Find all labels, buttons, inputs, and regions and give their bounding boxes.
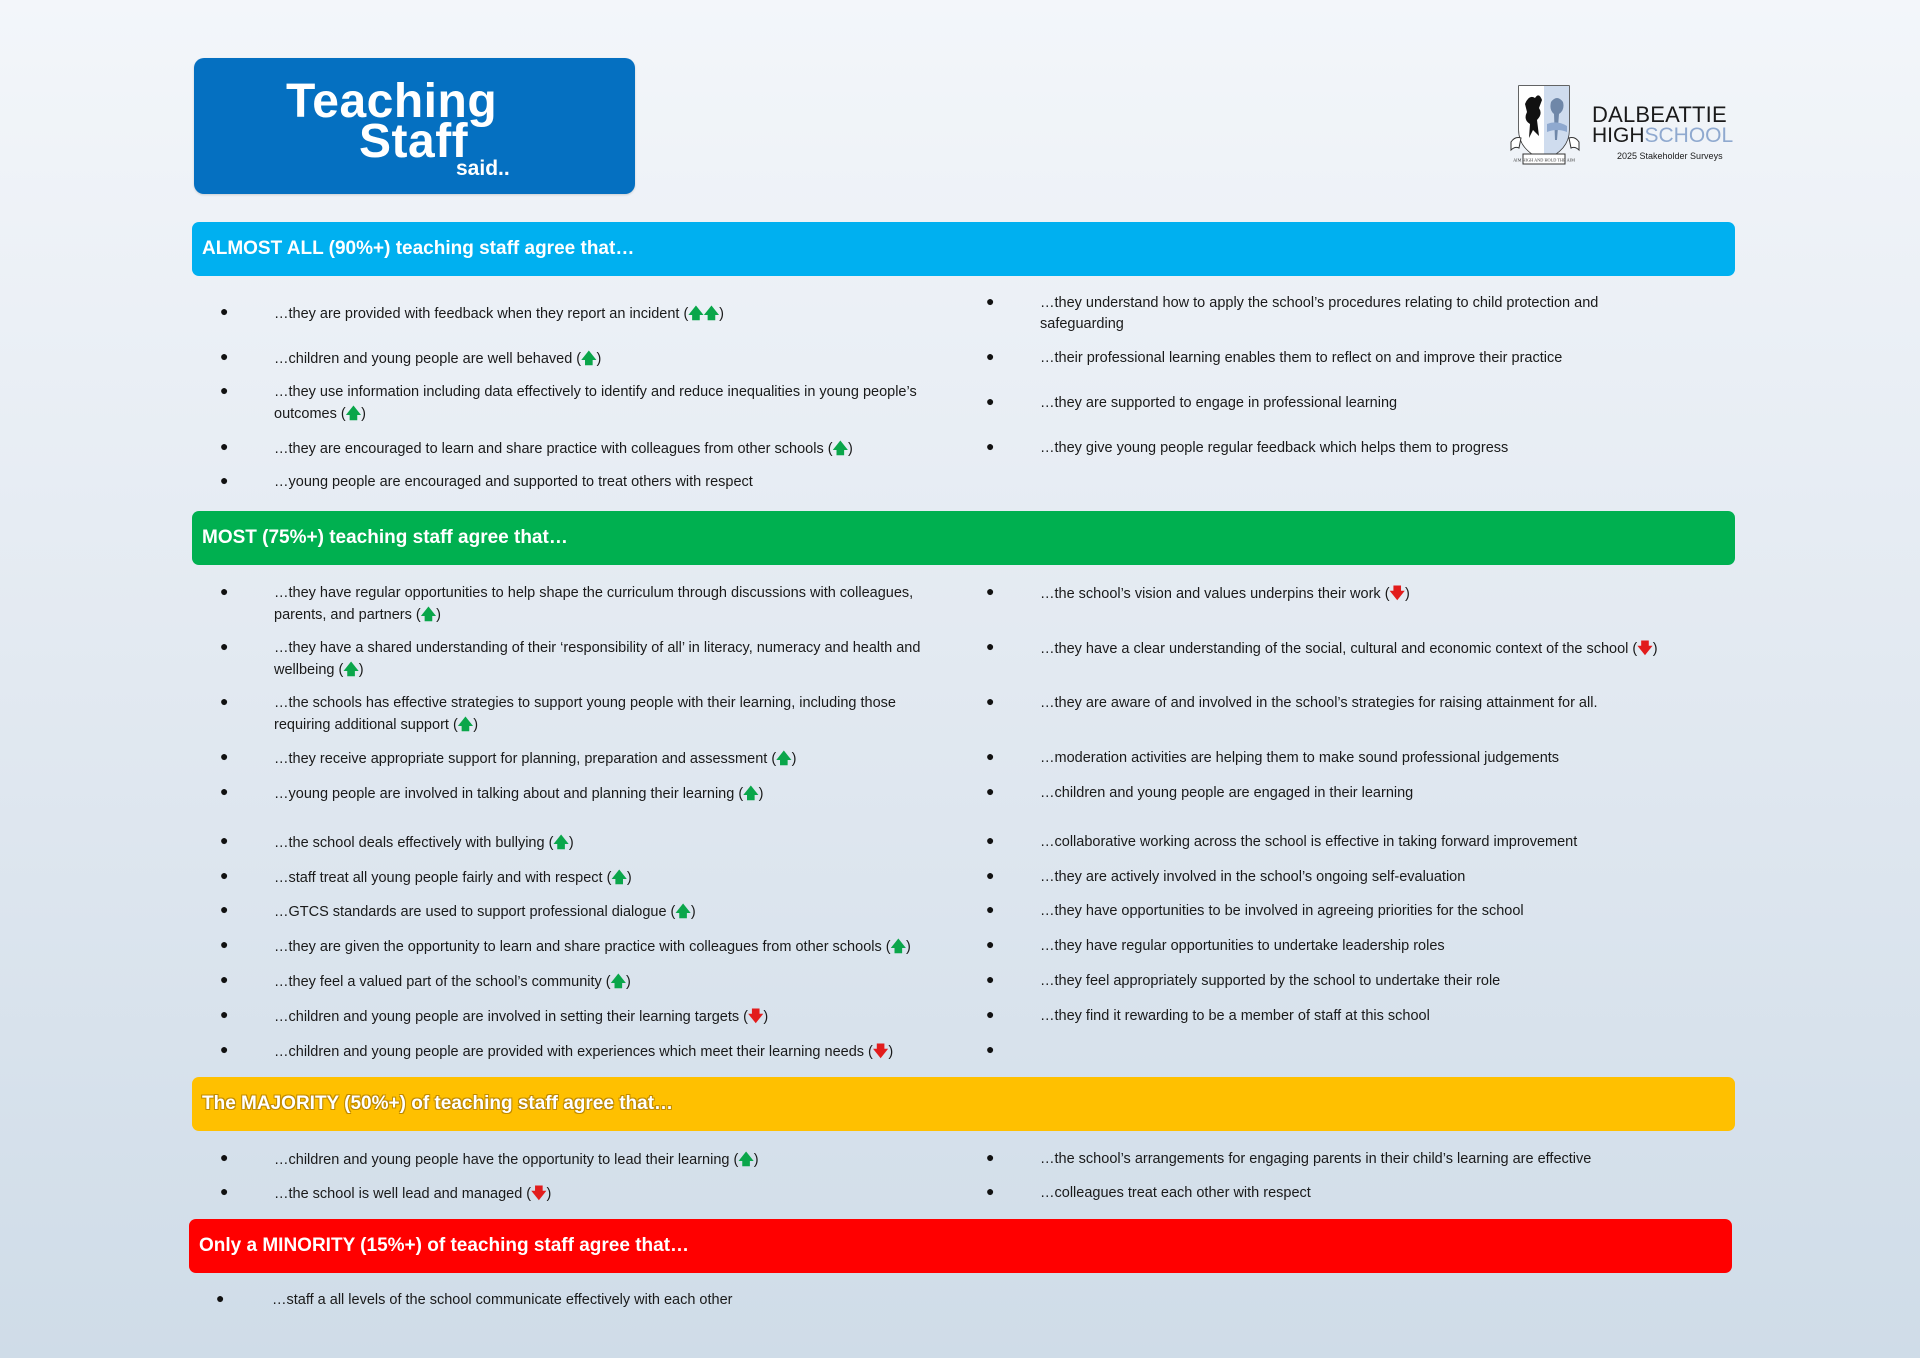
statement-item — [1040, 693, 1740, 714]
statement-text: …staff treat all young people fairly and with respect ( — [274, 870, 612, 886]
statement-close: ) — [358, 662, 364, 678]
statement-close: ) — [888, 1044, 894, 1060]
statement-item — [274, 936, 974, 958]
title-staff: Staff — [359, 115, 469, 168]
statement-text: …colleagues treat each other with respect — [1040, 1185, 1311, 1201]
statement-item — [274, 867, 974, 889]
arrow-up-icon: 🡅 — [890, 938, 907, 955]
bullet-icon: ● — [986, 1041, 995, 1057]
statement-item — [1040, 783, 1740, 804]
statement-item — [274, 638, 974, 681]
statement-close: ) — [719, 306, 724, 322]
statement-item — [274, 748, 974, 770]
statement-line: …they understand how to apply the school’s procedures relating to child protection and — [1040, 295, 1599, 311]
statement-line — [1040, 314, 1740, 335]
bullet-icon: ● — [220, 638, 229, 654]
statement-item — [1040, 867, 1740, 888]
bullet-icon: ● — [986, 867, 995, 883]
arrow-down-icon: 🡇 — [1389, 585, 1405, 602]
title-said: said.. — [456, 157, 510, 180]
statement-close: ) — [1404, 586, 1410, 602]
school-logo — [1505, 80, 1735, 170]
arrow-up-icon: 🡅 — [343, 661, 359, 678]
bullet-icon: ● — [220, 901, 229, 917]
statement-item — [1040, 393, 1740, 414]
statement-text: …the school deals effectively with bullying ( — [274, 835, 554, 851]
statement-text: …they receive appropriate support for planning, preparation and assessment ( — [274, 751, 777, 767]
band-most: MOST (75%+) teaching staff agree that… — [192, 511, 1735, 565]
statement-close: ) — [906, 939, 911, 955]
statement-close: ) — [758, 786, 764, 802]
arrow-down-icon: 🡇 — [531, 1185, 547, 1202]
logo-name: DALBEATTIE — [1592, 102, 1727, 127]
statement-line: …the schools has effective strategies to support young people with their learning, including those — [274, 695, 896, 711]
statement-close: ) — [436, 607, 441, 623]
bullet-icon: ● — [986, 348, 995, 364]
bullet-icon: ● — [986, 693, 995, 709]
statement-item — [1040, 971, 1740, 992]
statement-close: ) — [568, 835, 574, 851]
statement-close: ) — [847, 441, 853, 457]
statement-text: …they have a clear understanding of the social, cultural and economic context of the school ( — [1040, 641, 1638, 657]
statement-text: outcomes ( — [274, 406, 346, 422]
bullet-icon: ● — [220, 583, 229, 599]
statement-item — [274, 382, 974, 425]
statement-item — [1040, 1183, 1740, 1204]
statement-text: …young people are encouraged and supported to treat others with respect — [274, 474, 753, 490]
statement-text: requiring additional support ( — [274, 717, 458, 733]
statement-item — [274, 783, 974, 805]
bullet-icon: ● — [220, 936, 229, 952]
statement-text: …children and young people are provided with experiences which meet their learning needs ( — [274, 1044, 873, 1060]
logo-subtitle: 2025 Stakeholder Surveys — [1617, 151, 1723, 161]
statement-text: …the school is well lead and managed ( — [274, 1186, 532, 1202]
bullet-icon: ● — [220, 693, 229, 709]
title-box — [194, 58, 635, 194]
statement-text: …children and young people are involved in setting their learning targets ( — [274, 1009, 748, 1025]
statement-item — [1040, 748, 1740, 769]
statement-text: …children and young people have the opportunity to lead their learning ( — [274, 1152, 739, 1168]
band-minority: Only a MINORITY (15%+) of teaching staff agree that… — [189, 1219, 1732, 1273]
arrow-up-icon: 🡅 — [345, 405, 362, 422]
statement-item — [1040, 832, 1740, 853]
statement-close: ) — [626, 870, 632, 886]
bullet-icon: ● — [986, 901, 995, 917]
statement-line: …they have regular opportunities to help shape the curriculum through discussions with colleagues, — [274, 585, 914, 601]
statement-text: …they are supported to engage in professional learning — [1040, 395, 1398, 411]
statement-text: …they find it rewarding to be a member of staff at this school — [1040, 1008, 1430, 1024]
bullet-icon: ● — [220, 303, 229, 319]
bullet-icon: ● — [220, 348, 229, 364]
statement-item — [1040, 348, 1740, 369]
statement-close: ) — [753, 1152, 759, 1168]
bullet-icon: ● — [220, 867, 229, 883]
arrow-up-icon: 🡅 — [776, 750, 792, 767]
statement-line: …they use information including data effectively to identify and reduce inequalities in young people’s — [274, 384, 917, 400]
statement-text: …they feel appropriately supported by the school to undertake their role — [1040, 973, 1501, 989]
statement-text: safeguarding — [1040, 316, 1124, 332]
statement-item — [274, 472, 974, 493]
arrow-up-icon: 🡅 — [743, 785, 759, 802]
statement-close: ) — [596, 351, 602, 367]
bullet-icon: ● — [986, 393, 995, 409]
bullet-icon: ● — [220, 783, 229, 799]
statement-item — [1040, 936, 1740, 957]
bullet-icon: ● — [986, 293, 995, 309]
statement-line — [274, 604, 974, 626]
statement-text: …children and young people are engaged in their learning — [1040, 785, 1414, 801]
statement-text: …they are encouraged to learn and share practice with colleagues from other schools ( — [274, 441, 833, 457]
statement-close: ) — [763, 1009, 769, 1025]
statement-item — [1040, 583, 1740, 605]
arrow-up-icon: 🡅 — [688, 305, 704, 322]
bullet-icon: ● — [216, 1290, 225, 1306]
school-crest-icon — [1505, 80, 1585, 170]
statement-item — [272, 1290, 972, 1311]
bullet-icon: ● — [220, 1149, 229, 1165]
bullet-icon: ● — [220, 438, 229, 454]
statement-text: …GTCS standards are used to support professional dialogue ( — [274, 904, 676, 920]
arrow-up-icon: 🡅 — [832, 440, 848, 457]
bullet-icon: ● — [986, 832, 995, 848]
statement-close: ) — [626, 974, 631, 990]
statement-item — [1040, 1149, 1740, 1170]
arrow-up-icon: 🡅 — [420, 606, 437, 623]
arrow-up-icon: 🡅 — [457, 716, 474, 733]
bullet-icon: ● — [986, 638, 995, 654]
statement-item — [274, 303, 974, 325]
arrow-up-icon: 🡅 — [611, 869, 627, 886]
band-almost-all: ALMOST ALL (90%+) teaching staff agree that… — [192, 222, 1735, 276]
statement-text: …the school’s vision and values underpins their work ( — [1040, 586, 1390, 602]
arrow-up-icon: 🡅 — [581, 350, 597, 367]
statement-item — [1040, 1006, 1740, 1027]
statement-text: …children and young people are well behaved ( — [274, 351, 582, 367]
bullet-icon: ● — [986, 438, 995, 454]
band-majority: The MAJORITY (50%+) of teaching staff agree that… — [192, 1077, 1735, 1131]
statement-text: …staff a all levels of the school communicate effectively with each other — [272, 1292, 733, 1308]
logo-high-school: HIGHSCHOOL — [1592, 124, 1734, 147]
statement-close: ) — [690, 904, 696, 920]
statement-text: wellbeing ( — [274, 662, 344, 678]
statement-line — [274, 714, 974, 736]
statement-item — [274, 693, 974, 736]
statement-text: …they are aware of and involved in the school’s strategies for raising attainment for all. — [1040, 695, 1598, 711]
statement-item — [1040, 638, 1740, 660]
statement-text: …they have opportunities to be involved in agreeing priorities for the school — [1040, 903, 1524, 919]
arrow-up-icon: 🡅 — [738, 1151, 754, 1168]
bullet-icon: ● — [986, 783, 995, 799]
bullet-icon: ● — [220, 1006, 229, 1022]
statement-text: …they are provided with feedback when they report an incident ( — [274, 306, 689, 322]
statement-item — [274, 1183, 974, 1205]
statement-line — [274, 403, 974, 425]
bullet-icon: ● — [986, 971, 995, 987]
arrow-down-icon: 🡇 — [872, 1043, 889, 1060]
statement-text: …they have regular opportunities to undertake leadership roles — [1040, 938, 1445, 954]
bullet-icon: ● — [220, 472, 229, 488]
statement-text: …they are actively involved in the school’s ongoing self-evaluation — [1040, 869, 1466, 885]
bullet-icon: ● — [220, 832, 229, 848]
bullet-icon: ● — [986, 1183, 995, 1199]
statement-item — [1040, 901, 1740, 922]
statement-text: …they are given the opportunity to learn and share practice with colleagues from other schools ( — [274, 939, 891, 955]
statement-item — [274, 971, 974, 993]
bullet-icon: ● — [986, 583, 995, 599]
statement-text: …they give young people regular feedback which helps them to progress — [1040, 440, 1509, 456]
statement-text: …young people are involved in talking about and planning their learning ( — [274, 786, 744, 802]
bullet-icon: ● — [986, 1149, 995, 1165]
statement-item — [1040, 293, 1740, 335]
arrow-down-icon: 🡇 — [1637, 640, 1653, 657]
statement-item — [274, 1006, 974, 1028]
statement-item — [274, 901, 974, 923]
statement-text: …they feel a valued part of the school’s community ( — [274, 974, 611, 990]
statement-text: parents, and partners ( — [274, 607, 421, 623]
title-teaching: Teaching — [286, 75, 498, 128]
bullet-icon: ● — [986, 748, 995, 764]
statement-item — [274, 832, 974, 854]
statement-item — [274, 583, 974, 626]
bullet-icon: ● — [220, 748, 229, 764]
statement-item — [274, 1041, 974, 1063]
bullet-icon: ● — [220, 382, 229, 398]
arrow-up-icon: 🡅 — [610, 973, 627, 990]
statement-close: ) — [473, 717, 479, 733]
arrow-up-icon: 🡅 — [703, 305, 720, 322]
statement-close: ) — [1652, 641, 1658, 657]
statement-item — [1040, 438, 1740, 459]
statement-text: …collaborative working across the school is effective in taking forward improvement — [1040, 834, 1578, 850]
svg-text:AIM HIGH AND HOLD THE AIM: AIM HIGH AND HOLD THE AIM — [1513, 157, 1575, 163]
statement-item — [274, 348, 974, 370]
arrow-down-icon: 🡇 — [747, 1008, 764, 1025]
statement-text: …the school’s arrangements for engaging parents in their child’s learning are effective — [1040, 1151, 1592, 1167]
bullet-icon: ● — [220, 1041, 229, 1057]
bullet-icon: ● — [220, 971, 229, 987]
arrow-up-icon: 🡅 — [675, 903, 691, 920]
arrow-up-icon: 🡅 — [553, 834, 569, 851]
statement-text: …their professional learning enables them to reflect on and improve their practice — [1040, 350, 1563, 366]
statement-close: ) — [361, 406, 366, 422]
bullet-icon: ● — [986, 936, 995, 952]
statement-close: ) — [791, 751, 797, 767]
statement-item — [274, 438, 974, 460]
statement-item — [274, 1149, 974, 1171]
statement-close: ) — [546, 1186, 552, 1202]
statement-line: …they have a shared understanding of their ‘responsibility of all’ in literacy, numeracy and health and — [274, 640, 921, 656]
bullet-icon: ● — [986, 1006, 995, 1022]
bullet-icon: ● — [220, 1183, 229, 1199]
statement-text: …moderation activities are helping them to make sound professional judgements — [1040, 750, 1560, 766]
statement-line — [274, 659, 974, 681]
